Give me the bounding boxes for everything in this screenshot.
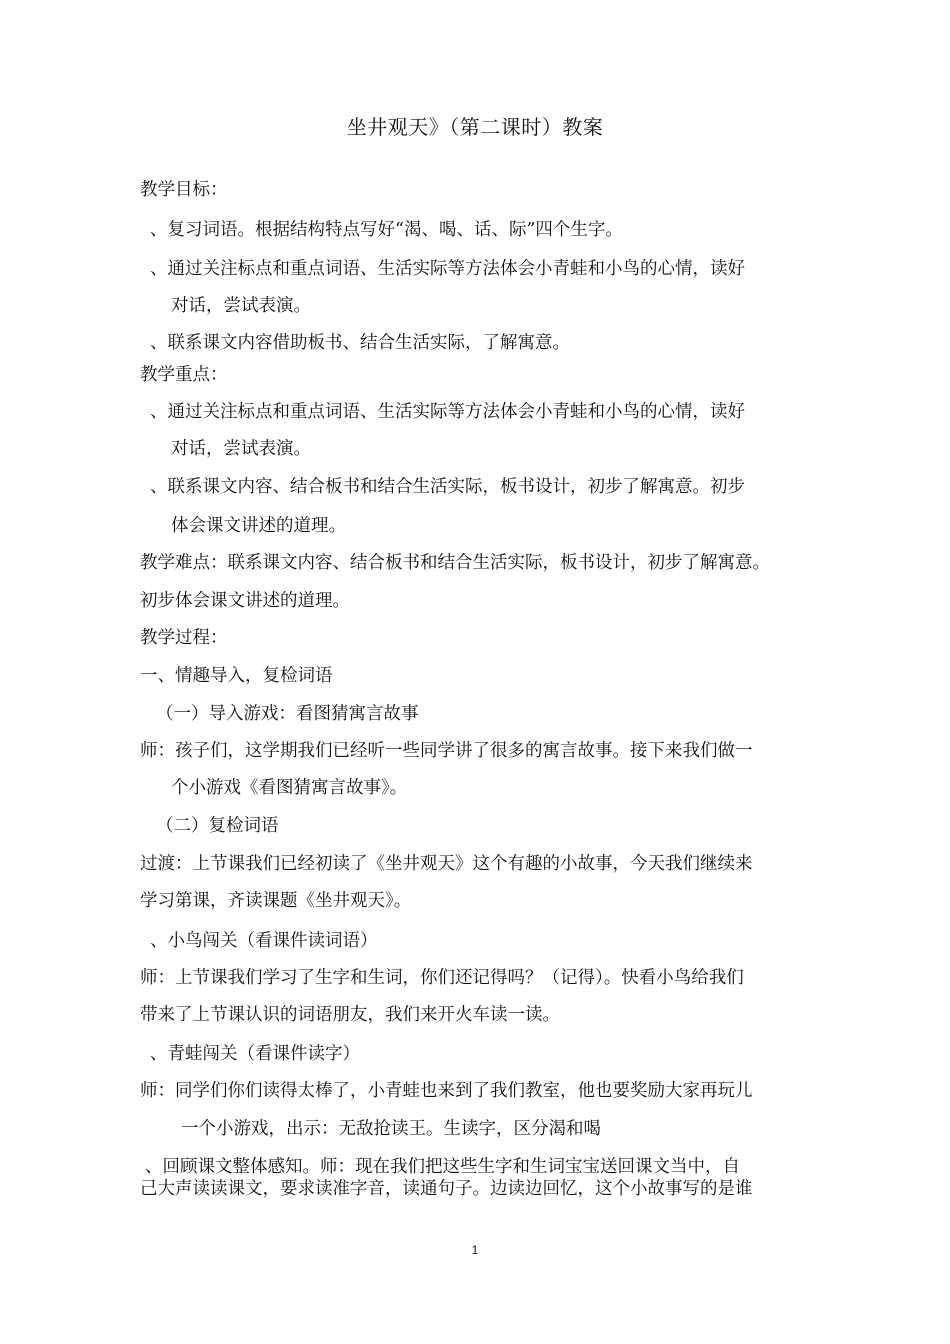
page-number: 1 <box>471 1243 479 1257</box>
list-item: 、联系课文内容借助板书、结合生活实际，了解寓意。 <box>150 333 570 353</box>
paragraph-line: 初步体会课文讲述的道理。 <box>140 591 350 611</box>
document-title: 坐井观天》（第二课时）教案 <box>346 115 604 139</box>
list-item: 、通过关注标点和重点词语、生活实际等方法体会小青蛙和小鸟的心情，读好 <box>150 259 745 279</box>
section-difficulties: 教学难点：联系课文内容、结合板书和结合生活实际，板书设计，初步了解寓意。 <box>140 553 770 573</box>
paragraph-line: 带来了上节课认识的词语朋友，我们来开火车读一读。 <box>140 1005 560 1025</box>
paragraph-line: 师：孩子们，这学期我们已经听一些同学讲了很多的寓言故事。接下来我们做一 <box>140 741 753 761</box>
list-item: 、回顾课文整体感知。师：现在我们把这些生字和生词宝宝送回课文当中，自 <box>145 1157 740 1177</box>
section-heading-objectives: 教学目标： <box>140 180 228 200</box>
paragraph-continuation: 一个小游戏，出示：无敌抢读王。生读字，区分渴和喝 <box>181 1119 601 1139</box>
list-item: 、联系课文内容、结合板书和结合生活实际，板书设计，初步了解寓意。初步 <box>150 477 745 497</box>
sub-step-heading: （一）导入游戏：看图猜寓言故事 <box>156 704 419 724</box>
list-item: 、复习词语。根据结构特点写好“渴、喝、话、际”四个生字。 <box>150 220 623 240</box>
paragraph-line: 过渡：上节课我们已经初读了《坐井观天》这个有趣的小故事，今天我们继续来 <box>140 854 753 874</box>
paragraph-line: 师：同学们你们读得太棒了，小青蛙也来到了我们教室，他也要奖励大家再玩儿 <box>140 1081 753 1101</box>
sub-step-heading: （二）复检词语 <box>156 816 279 836</box>
list-item: 、青蛙闯关（看课件读字） <box>150 1044 360 1064</box>
list-item-continuation: 对话，尝试表演。 <box>171 439 311 459</box>
paragraph-continuation: 个小游戏《看图猜寓言故事》。 <box>171 778 408 798</box>
list-item: 、小鸟闯关（看课件读词语） <box>150 931 378 951</box>
paragraph-line: 学习第课，齐读课题《坐井观天》。 <box>140 891 412 911</box>
section-heading-key-points: 教学重点： <box>140 365 228 385</box>
list-item: 、通过关注标点和重点词语、生活实际等方法体会小青蛙和小鸟的心情，读好 <box>150 402 745 422</box>
subsection-heading: 一、情趣导入，复检词语 <box>140 666 333 686</box>
paragraph-line: 师：上节课我们学习了生字和生词，你们还记得吗？（记得）。快看小鸟给我们 <box>140 968 744 988</box>
list-item-continuation: 对话，尝试表演。 <box>171 296 311 316</box>
section-heading-process: 教学过程： <box>140 628 228 648</box>
paragraph-line: 己大声读读课文，要求读准字音，读通句子。边读边回忆，这个小故事写的是谁 <box>140 1179 753 1199</box>
list-item-continuation: 体会课文讲述的道理。 <box>171 516 346 536</box>
